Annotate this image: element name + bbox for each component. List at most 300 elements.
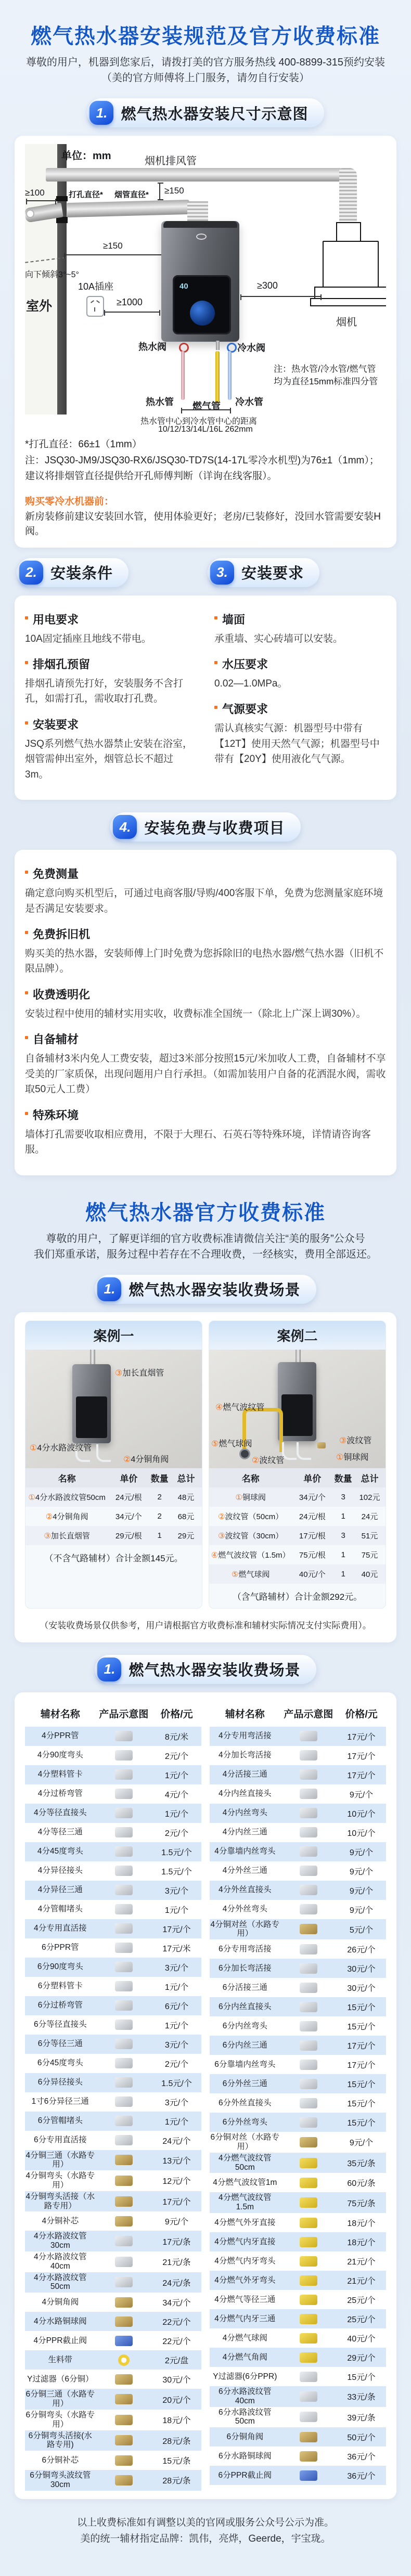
product-image-icon <box>300 2256 317 2267</box>
materials-body-right <box>210 1727 386 2486</box>
material-row <box>25 2231 201 2251</box>
photo-label: ①铜球阀 <box>336 1453 369 1462</box>
product-image-icon <box>300 1866 317 1876</box>
cell-qty: 1 <box>341 1550 345 1559</box>
product-image-icon <box>115 1731 133 1741</box>
material-row <box>210 1978 386 1997</box>
section1-badge <box>0 98 411 127</box>
material-name: 4分异径三通 <box>37 1885 83 1895</box>
material-price: 24元/条 <box>162 2279 191 2288</box>
fee-item <box>25 926 386 977</box>
material-name: 6分过桥弯管 <box>37 2001 83 2010</box>
col-total: 总计 <box>177 1473 195 1484</box>
material-price: 6元/个 <box>164 2002 189 2011</box>
footer-line1: 以上收费标准如有调整以美的官网或服务公众号公示为准。 <box>76 2517 334 2528</box>
material-name: 6分等径直接头 <box>33 2020 87 2029</box>
product-image-icon <box>115 1943 133 1953</box>
material-price: 18元/个 <box>347 2238 376 2247</box>
col-product-image: 产品示意图 <box>284 1709 333 1720</box>
material-price: 33元/条 <box>347 2393 376 2402</box>
material-name: 4分燃气波纹管1m <box>213 2178 277 2187</box>
note-line: *打孔直径：66±1（1mm） <box>25 439 142 450</box>
material-name: 4分铜角阀 <box>42 2297 79 2307</box>
material-price: 1元/个 <box>164 1983 189 1992</box>
range-hood <box>323 241 379 289</box>
material-row <box>25 2092 201 2112</box>
product-image-icon <box>115 2475 133 2486</box>
material-name: 4分水路波纹管40cm <box>33 2253 87 2271</box>
material-name: 6分水路波纹管40cm <box>218 2387 272 2405</box>
case-panel-1 <box>25 1321 202 1609</box>
wall-hole-top <box>56 196 68 201</box>
material-row <box>210 1842 386 1861</box>
material-row <box>25 2251 201 2272</box>
dim-300-label: ≥300 <box>257 280 278 291</box>
section23-badges <box>15 558 396 587</box>
page-subtitle <box>16 55 395 86</box>
fee-item <box>25 986 386 1021</box>
product-image-icon <box>300 2079 317 2089</box>
material-name: 6分90度弯头 <box>37 1962 83 1972</box>
material-price: 25元/个 <box>347 2296 376 2305</box>
product-image-icon <box>300 2432 317 2442</box>
material-price: 9元/个 <box>349 1848 374 1857</box>
material-price: 10元/个 <box>347 1829 376 1838</box>
section3-title: 安装要求 <box>241 565 304 582</box>
hood-label: 烟机 <box>336 317 357 328</box>
outdoor-label: 室外 <box>26 299 53 314</box>
cell-total: 102元 <box>359 1493 380 1502</box>
material-name: 6分塑料管卡 <box>37 1982 83 1991</box>
material-price: 24元/个 <box>162 2137 191 2146</box>
cell-unit-price: 24元/根 <box>115 1493 142 1502</box>
case1-total: （不含气路辅材）合计金额145元。 <box>44 1553 183 1563</box>
col-material-name: 辅材名称 <box>225 1709 265 1720</box>
requirement-item <box>214 611 386 646</box>
product-image-icon <box>300 2002 317 2012</box>
material-row <box>210 2132 386 2153</box>
product-image-icon <box>300 1885 317 1895</box>
pipe-note-line1: 注：热水管/冷水管/燃气管 <box>274 364 376 374</box>
material-name: 4分水路波纹管30cm <box>33 2232 87 2250</box>
material-price: 20元/个 <box>162 2396 191 2405</box>
material-price: 2元/个 <box>164 2060 189 2069</box>
product-image-icon <box>115 2394 133 2404</box>
cell-unit-price: 34元/个 <box>115 1512 142 1521</box>
material-price: 28元/条 <box>162 2477 191 2486</box>
footer-note <box>10 2515 401 2547</box>
material-name: 6分铜三通（水路专用） <box>25 2390 95 2409</box>
material-row <box>210 2036 386 2055</box>
unit-label: 单位：mm <box>61 150 111 162</box>
materials-table <box>25 1701 386 2491</box>
product-image-icon <box>300 2314 317 2324</box>
material-name: 4分专用弯活接 <box>218 1731 272 1741</box>
cold-water-pipe <box>228 351 232 400</box>
product-image-icon <box>300 2412 317 2422</box>
material-price: 60元/条 <box>347 2179 376 2189</box>
material-row <box>25 1958 201 1977</box>
hose-graphic <box>96 1444 111 1462</box>
product-image-icon <box>115 1923 133 1934</box>
product-image-icon <box>300 2158 317 2168</box>
section4-title: 安装免费与收费项目 <box>144 820 285 837</box>
product-image-icon <box>115 1846 133 1857</box>
material-row <box>210 2113 386 2132</box>
material-row <box>210 2348 386 2367</box>
product-image-icon <box>300 2451 317 2462</box>
hood-duct-elbow <box>339 168 357 225</box>
material-name: 6分管帽堵头 <box>37 2116 83 2126</box>
material-name: 4分外丝直接头 <box>218 1885 272 1895</box>
dim-100-line <box>26 200 56 201</box>
material-name: 4分塑料管卡 <box>37 1770 83 1779</box>
cell-total: 29元 <box>177 1531 195 1541</box>
material-name: 4分铜对丝（水路专用） <box>210 1920 280 1938</box>
material-price: 2元/个 <box>164 1752 189 1761</box>
material-row <box>25 1727 201 1746</box>
material-name: 4分铜弯头（水路专用） <box>25 2171 95 2190</box>
gas-joint-icon <box>216 341 220 350</box>
material-price: 9元/个 <box>349 1906 374 1915</box>
install-diagram <box>25 144 386 434</box>
gas-pipe-label: 燃气管 <box>192 401 221 411</box>
material-name: 4分45度弯头 <box>37 1847 83 1856</box>
product-image-icon <box>115 2058 133 2068</box>
table-row <box>209 1487 386 1507</box>
material-name: 6分水路波纹管50cm <box>218 2407 272 2426</box>
hood-exhaust-duct <box>46 168 341 182</box>
case1-table-body <box>25 1487 202 1545</box>
product-image-icon <box>115 2135 133 2145</box>
materials-title: 燃气热水器安装收费场景 <box>129 1662 301 1679</box>
item-body: 安装过程中使用的辅材实用实收，收费标准全国统一（除北上广深上调30%）。 <box>25 1008 366 1019</box>
material-name: 6分铜角阀 <box>226 2432 264 2441</box>
note-line: 注：JSQ30-JM9/JSQ30-RX6/JSQ30-TD7S(14-17L零冷水机型)为76±1（1mm）； <box>25 455 379 466</box>
install-requirements-column <box>214 604 386 792</box>
material-name: 6分外丝弯头 <box>222 2117 267 2127</box>
material-row <box>210 2232 386 2251</box>
material-name: 6分内丝直接头 <box>218 2002 272 2011</box>
material-row <box>210 2192 386 2213</box>
material-price: 9元/个 <box>349 1790 374 1800</box>
material-price: 10元/个 <box>347 1809 376 1819</box>
material-row <box>25 2370 201 2389</box>
product-image-icon <box>115 2039 133 2049</box>
material-row <box>210 2328 386 2348</box>
dim-150v-label: ≥150 <box>164 186 184 196</box>
heater-graphic <box>72 1364 111 1443</box>
product-image-icon <box>115 2455 133 2466</box>
case1-title: 案例一 <box>25 1321 202 1350</box>
product-image-icon <box>115 1750 133 1761</box>
section3-badge <box>206 558 396 587</box>
case-panel-2 <box>209 1321 386 1609</box>
product-image-icon <box>300 2021 317 2031</box>
product-image-icon <box>115 2176 133 2186</box>
product-image-icon <box>115 1827 133 1837</box>
material-price: 8元/米 <box>164 1732 189 1742</box>
fees-title: 燃气热水器官方收费标准 <box>85 1201 326 1224</box>
material-price: 75元/条 <box>347 2199 376 2208</box>
brass-fitting-graphic <box>317 1442 326 1448</box>
section1-badge-pill <box>87 98 324 127</box>
zero-coldwater-tip-title: 购买零冷水机器前： <box>25 496 114 507</box>
material-row <box>25 1746 201 1765</box>
product-image-icon <box>115 2374 133 2385</box>
product-image-icon <box>300 1789 317 1799</box>
material-price: 29元/个 <box>347 2354 376 2363</box>
material-row <box>25 2131 201 2150</box>
section4-badge-pill <box>110 812 300 842</box>
material-price: 30元/个 <box>347 1965 376 1974</box>
material-row <box>25 2451 201 2470</box>
table-row <box>209 1545 386 1564</box>
fees-subtitle-line1: 尊敬的用户，了解更详细的官方收费标准请微信关注“美的服务”公众号 <box>46 1233 365 1245</box>
badge-number: 3. <box>210 561 234 585</box>
product-image-icon <box>300 2040 317 2051</box>
product-image-icon <box>118 2354 130 2366</box>
case2-table-header <box>209 1468 386 1487</box>
earth-graphic <box>190 301 215 326</box>
materials-body-left <box>25 1727 201 2491</box>
material-price: 21元/条 <box>162 2258 191 2268</box>
material-row <box>210 1959 386 1978</box>
material-name: 6分活接三通 <box>222 1983 267 1992</box>
material-row <box>25 1804 201 1823</box>
material-name: 4分PPR管 <box>42 1731 79 1741</box>
material-row <box>25 2191 201 2212</box>
hot-valve-label: 热水阀 <box>138 342 166 352</box>
product-image-icon <box>115 2155 133 2165</box>
material-row <box>25 2410 201 2430</box>
flue-pipe-graphic <box>296 1350 301 1363</box>
cell-name: ②4分铜角阀 <box>45 1512 88 1521</box>
cell-name: ⑤燃气球阀 <box>231 1570 270 1579</box>
material-price: 15元/条 <box>162 2457 191 2466</box>
free-paid-items-card <box>15 850 396 1175</box>
requirement-item <box>214 701 386 767</box>
product-image-icon <box>300 2098 317 2108</box>
flue-pipe-graphic <box>90 1350 95 1365</box>
product-image-icon <box>300 2218 317 2228</box>
badge-number: 1. <box>89 101 113 125</box>
cell-unit-price: 29元/根 <box>115 1531 142 1541</box>
material-name: 6分铜补芯 <box>42 2455 79 2465</box>
material-row <box>25 1938 201 1958</box>
cell-qty: 3 <box>341 1531 345 1540</box>
material-price: 30元/个 <box>347 1984 376 1994</box>
material-row <box>210 2016 386 2036</box>
material-name: 6分铜弯头波纹管30cm <box>30 2471 91 2489</box>
section2-title: 安装条件 <box>50 565 113 582</box>
table-row <box>209 1507 386 1526</box>
section1-title: 燃气热水器安装尺寸示意图 <box>121 106 309 123</box>
material-name: 6分内丝三通 <box>222 2040 267 2050</box>
product-image-icon <box>115 2257 133 2267</box>
material-name: 6分异径接头 <box>37 2078 83 2087</box>
col-qty: 数量 <box>150 1473 169 1484</box>
case1-photo <box>25 1350 202 1468</box>
footer-line2: 美的统一辅材指定品牌：凯伟，亮烨，Geerde，宇宝珑。 <box>80 2533 331 2545</box>
table-row <box>25 1526 202 1545</box>
product-image-icon <box>300 1983 317 1993</box>
material-name: 4分燃气外牙弯头 <box>214 2275 276 2285</box>
material-name: 4分燃气内牙直接 <box>214 2237 276 2246</box>
cell-name: ③加长直烟管 <box>44 1531 90 1541</box>
material-row <box>25 2331 201 2350</box>
product-image-icon <box>115 1808 133 1818</box>
material-price: 5元/个 <box>349 1925 374 1935</box>
material-price: 12元/个 <box>162 2177 191 2186</box>
pipe-note-line2: 均为直径15mm标准四分管 <box>274 377 378 386</box>
material-price: 9元/个 <box>349 1867 374 1876</box>
case1-table-header <box>25 1468 202 1487</box>
photo-label: ⑤燃气球阀 <box>211 1439 252 1448</box>
material-row <box>210 2213 386 2232</box>
material-price: 15元/个 <box>347 2080 376 2090</box>
scenes-badge-pill <box>95 1275 316 1304</box>
item-body: 10A固定插座且地线不带电。 <box>25 633 151 644</box>
material-price: 17元/个 <box>162 1925 191 1934</box>
gas-valve-graphic <box>239 1448 250 1459</box>
cell-unit-price: 24元/根 <box>299 1512 326 1521</box>
material-price: 50元/个 <box>347 2433 376 2443</box>
product-image-icon <box>115 2096 133 2107</box>
material-name: 4分外丝弯头 <box>222 1905 267 1914</box>
material-price: 3元/个 <box>164 2040 189 2050</box>
material-price: 25元/个 <box>347 2315 376 2324</box>
distance-line <box>181 409 231 410</box>
section2-badge <box>15 558 206 587</box>
cell-name: ④燃气波纹管（1.5m） <box>211 1550 290 1560</box>
item-body: 需认真核实气源：机器型号中带有【12T】使用天然气气源；机器型号中带有【20Y】使用液化气气源。 <box>214 723 380 765</box>
cell-total: 24元 <box>361 1512 378 1521</box>
material-row <box>210 1727 386 1746</box>
cell-total: 51元 <box>361 1531 378 1541</box>
cell-total: 75元 <box>361 1550 378 1560</box>
dim-150v-line <box>159 183 160 200</box>
item-body: 自备辅材3米内免人工费安装，超过3米部分按照15元/米加收人工费，自备辅材不享受美的厂家质保，出现问题用户自行承担。（如需加装用户自备的花洒混水阀，需收取50元人工费） <box>25 1053 386 1095</box>
cell-unit-price: 34元/个 <box>299 1493 326 1502</box>
material-name: 4分加长弯活接 <box>218 1751 272 1760</box>
material-row <box>210 2309 386 2328</box>
material-name: 4分活接三通 <box>222 1770 267 1779</box>
materials-card <box>15 1692 396 2499</box>
material-name: 4分铜补芯 <box>42 2216 79 2225</box>
material-row <box>210 2386 386 2407</box>
material-row <box>210 2290 386 2309</box>
cell-qty: 1 <box>157 1531 162 1540</box>
material-price: 39元/条 <box>347 2413 376 2423</box>
material-name: 生料带 <box>48 2355 73 2364</box>
material-row <box>210 2251 386 2271</box>
item-heading: 水压要求 <box>214 656 386 672</box>
item-body: 承重墙、实心砖墙可以安装。 <box>214 633 343 644</box>
product-image-icon <box>115 1981 133 1991</box>
diagram-notes <box>25 437 386 539</box>
material-name: 4分90度弯头 <box>37 1751 83 1760</box>
material-name: 4分内丝三通 <box>222 1828 267 1837</box>
material-row <box>210 2271 386 2290</box>
product-image-icon <box>300 2060 317 2070</box>
item-body: 购买美的热水器，安装师傅上门时免费为您拆除旧的电热水器/燃气热水器（旧机不限品牌）。 <box>25 948 384 975</box>
condition-item <box>25 716 197 782</box>
col-unit-price: 单价 <box>303 1473 322 1484</box>
col-price: 价格/元 <box>345 1709 378 1720</box>
material-name: Y过滤器(6分PPR) <box>213 2372 277 2381</box>
product-image-icon <box>300 2275 317 2286</box>
badge-number: 4. <box>113 815 137 839</box>
material-row <box>25 1861 201 1881</box>
product-image-icon <box>300 2391 317 2402</box>
product-image-icon <box>300 2372 317 2382</box>
materials-header-left <box>25 1701 201 1727</box>
heater-exhaust-duct <box>67 200 190 217</box>
item-body: 确定意向购买机型后，可通过电商客服/导购/400客服下单，免费为您测量家庭环境是否满足安装要求。 <box>25 888 383 914</box>
material-name: 6分水路铜球阀 <box>218 2451 272 2461</box>
material-name: 4分燃气波纹管1.5m <box>218 2193 272 2212</box>
material-row <box>210 1746 386 1765</box>
item-body: 墙体打孔需要收取相应费用，不限于大理石、石英石等特殊环境，详情请咨询客服。 <box>25 1129 371 1156</box>
case2-total: （含气路辅材）合计金额292元。 <box>232 1591 363 1602</box>
item-heading: 安装要求 <box>25 716 197 732</box>
heater-display: 40 <box>179 282 188 291</box>
material-name: 4分铜三通（水路专用） <box>25 2151 95 2169</box>
material-name: 4分管帽堵头 <box>37 1905 83 1914</box>
material-row <box>210 1881 386 1900</box>
material-price: 1.5元/个 <box>161 2079 192 2088</box>
material-name: 6分PPR管 <box>42 1943 79 1952</box>
material-price: 15元/个 <box>347 2003 376 2013</box>
case2-table-body <box>209 1487 386 1584</box>
scenes-title: 燃气热水器安装收费场景 <box>129 1282 301 1299</box>
table-row <box>25 1507 202 1526</box>
material-price: 26元/个 <box>347 1946 376 1955</box>
conditions-requirements-card <box>15 596 396 800</box>
material-price: 15元/个 <box>347 2373 376 2382</box>
material-row <box>25 2054 201 2073</box>
cell-qty: 2 <box>157 1511 162 1521</box>
material-row <box>25 2312 201 2331</box>
material-price: 1元/个 <box>164 1771 189 1780</box>
diagram-card <box>15 136 396 548</box>
material-price: 1元/个 <box>164 1809 189 1819</box>
product-image-icon <box>115 2336 133 2346</box>
product-image-icon <box>115 2297 133 2308</box>
dim-1000-line <box>104 312 160 313</box>
cases-card <box>15 1312 396 1642</box>
item-heading: 收费透明化 <box>25 986 386 1002</box>
materials-header-right <box>210 1701 386 1727</box>
material-name: 6分内丝弯头 <box>222 2021 267 2030</box>
material-name: 6分铜对丝（水路专用） <box>210 2133 280 2151</box>
material-name: 4分PPR截止阀 <box>33 2336 87 2345</box>
dim-300-line <box>240 296 322 297</box>
photo-label: ③加长直烟管 <box>115 1368 164 1378</box>
material-row <box>210 2055 386 2074</box>
item-heading: 墙面 <box>214 611 386 627</box>
cell-name: ①铜球阀 <box>235 1493 266 1502</box>
case2-table <box>209 1468 386 1608</box>
materials-left-column <box>25 1701 201 2491</box>
material-row <box>25 2430 201 2451</box>
material-row <box>25 1996 201 2015</box>
material-name: 6分等径三通 <box>37 2039 83 2049</box>
material-name: 4分异径接头 <box>37 1866 83 1875</box>
condition-item <box>25 656 197 707</box>
table-row <box>209 1564 386 1584</box>
